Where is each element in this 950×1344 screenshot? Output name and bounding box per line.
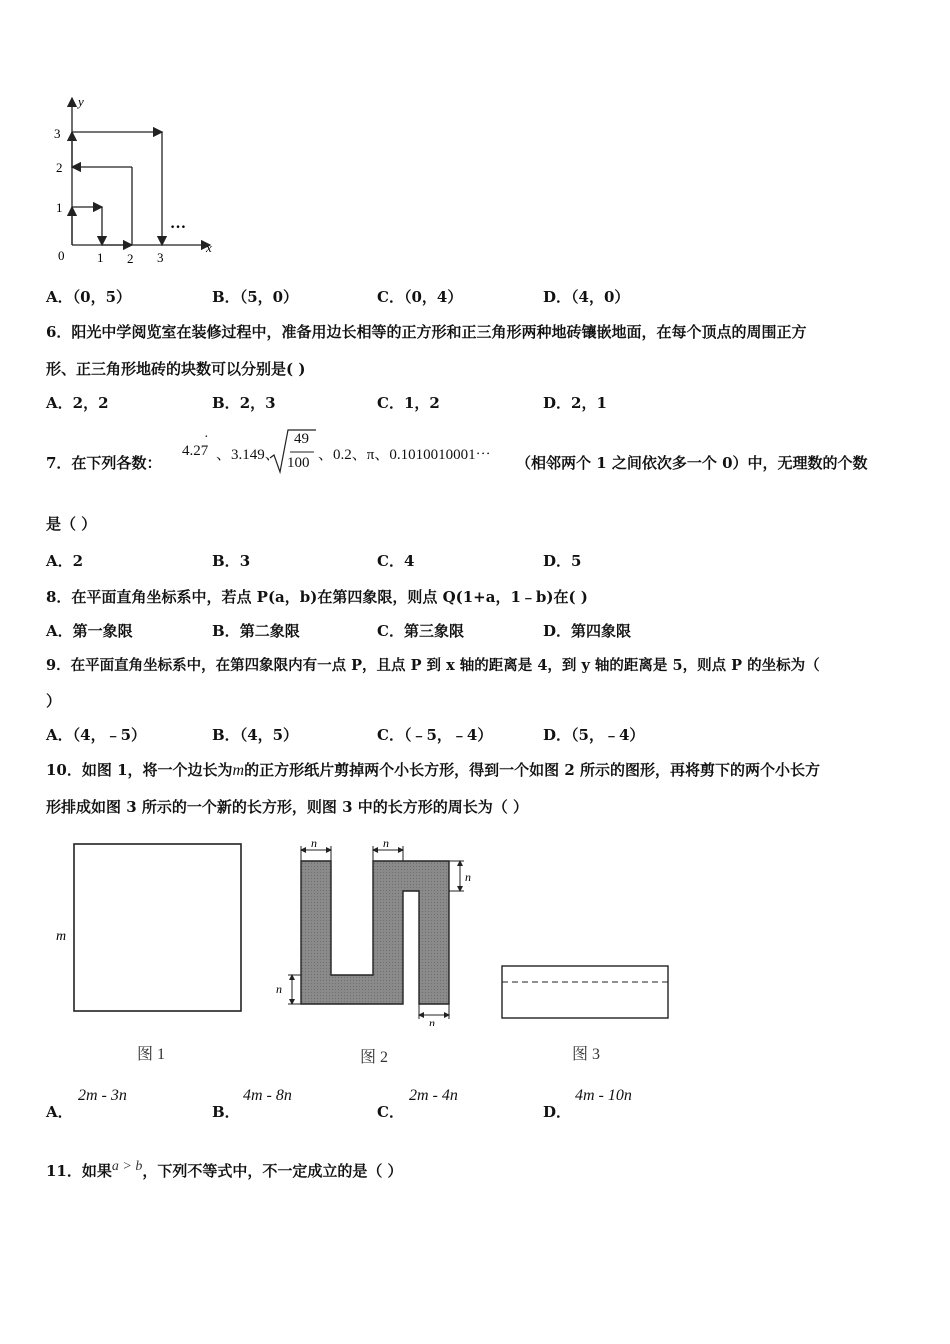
q10-option-c: C． — [377, 1103, 404, 1121]
fig1-side-label: m — [56, 929, 67, 944]
repeating-dot: · — [204, 430, 209, 445]
q6-option-b: B．2，3 — [212, 394, 276, 412]
q11-inequality: a > b — [111, 1159, 143, 1174]
y-tick-3: 3 — [54, 126, 61, 141]
q7-number-list — [182, 428, 512, 478]
q7-option-d: D．5 — [543, 552, 582, 570]
repeating-decimal: 4.27 — [182, 443, 209, 459]
q6-line-1: 6．阳光中学阅览室在装修过程中，准备用边长相等的正方形和正三角形两种地砖镶嵌地面，在每个顶点的周围正方 — [46, 323, 807, 341]
number-sep: 、3.149、 — [216, 447, 280, 463]
q10-option-b-expr: 4m - 8n — [243, 1087, 292, 1104]
q9-option-b: B．（4，5） — [212, 726, 299, 744]
q11-line: 11．如果a > b，下列不等式中，不一定成立的是（ ） — [46, 1159, 403, 1180]
q9-line-2: ） — [46, 692, 62, 710]
figure-3-caption: 图 3 — [572, 1046, 601, 1063]
q6-option-d: D．2，1 — [543, 394, 607, 412]
fraction-denominator: 100 — [287, 455, 310, 471]
svg-text:n: n — [383, 836, 389, 850]
svg-text:n: n — [465, 870, 471, 884]
var-m: m — [232, 762, 245, 779]
q10-option-d-expr: 4m - 10n — [575, 1087, 632, 1104]
q8-option-b: B．第二象限 — [212, 622, 300, 640]
figure-2-cut-shape — [272, 836, 482, 1026]
q7-option-c: C．4 — [377, 552, 415, 570]
figure-1-caption: 图 1 — [137, 1046, 166, 1063]
figure-2-caption: 图 2 — [360, 1049, 389, 1066]
fraction-numerator: 49 — [294, 431, 309, 447]
origin-label: 0 — [58, 248, 65, 263]
q10-line-1: 10．如图 1，将一个边长为m的正方形纸片剪掉两个小长方形，得到一个如图 2 所示的图形，再将剪下的两个小长方 — [46, 761, 820, 779]
svg-text:n: n — [311, 836, 317, 850]
q10-option-c-expr: 2m - 4n — [409, 1087, 458, 1104]
q8-option-c: C．第三象限 — [377, 622, 464, 640]
svg-text:n: n — [429, 1016, 435, 1026]
q10-option-a-expr: 2m - 3n — [78, 1087, 127, 1104]
q5-option-d: D．（4，0） — [543, 288, 630, 306]
q7-line-2: 是（ ） — [46, 515, 97, 533]
q10-option-b: B． — [212, 1103, 240, 1121]
q7-prefix: 7．在下列各数： — [46, 454, 162, 472]
q5-option-a: A．（0，5） — [46, 288, 132, 306]
x-tick-3: 3 — [157, 250, 164, 265]
q9-option-a: A．（4，﹣5） — [46, 726, 147, 744]
q8-option-d: D．第四象限 — [543, 622, 632, 640]
q10-option-d: D． — [543, 1103, 572, 1121]
figure-1-square — [50, 838, 250, 1018]
number-rest: 、0.2、π、0.1010010001⋯ — [318, 447, 491, 463]
y-tick-2: 2 — [56, 160, 63, 175]
y-axis-label: y — [78, 94, 84, 109]
q6-option-a: A．2，2 — [46, 394, 109, 412]
q5-option-c: C．（0，4） — [377, 288, 463, 306]
q9-option-c: C．（﹣5，﹣4） — [377, 726, 493, 744]
x-tick-2: 2 — [127, 251, 134, 266]
figure-3-rectangle — [498, 960, 678, 1030]
q7-option-a: A．2 — [46, 552, 84, 570]
q5-option-b: B．（5，0） — [212, 288, 299, 306]
q9-option-d: D．（5，﹣4） — [543, 726, 645, 744]
q9-line-1: 9．在平面直角坐标系中，在第四象限内有一点 P，且点 P 到 x 轴的距离是 4，到 y 轴的距离是 5，则点 P 的坐标为（ — [46, 657, 820, 674]
x-axis-label: x — [206, 240, 212, 255]
q10-line-2: 形排成如图 3 所示的一个新的长方形，则图 3 中的长方形的周长为（ ） — [46, 798, 528, 816]
q8-option-a: A．第一象限 — [46, 622, 133, 640]
x-tick-1: 1 — [97, 250, 104, 265]
ellipsis: … — [170, 215, 186, 232]
q6-line-2: 形、正三角形地砖的块数可以分别是( ) — [46, 360, 306, 378]
q10-option-a: A． — [46, 1103, 73, 1121]
q6-option-c: C．1，2 — [377, 394, 440, 412]
svg-text:n: n — [276, 982, 282, 996]
coordinate-path-figure — [40, 90, 230, 270]
y-tick-1: 1 — [56, 200, 63, 215]
q7-suffix: （相邻两个 1 之间依次多一个 0）中，无理数的个数 — [516, 454, 868, 472]
q7-option-b: B．3 — [212, 552, 251, 570]
q8-line-1: 8．在平面直角坐标系中，若点 P(a，b)在第四象限，则点 Q(1+a，1﹣b)在( ) — [46, 588, 588, 606]
